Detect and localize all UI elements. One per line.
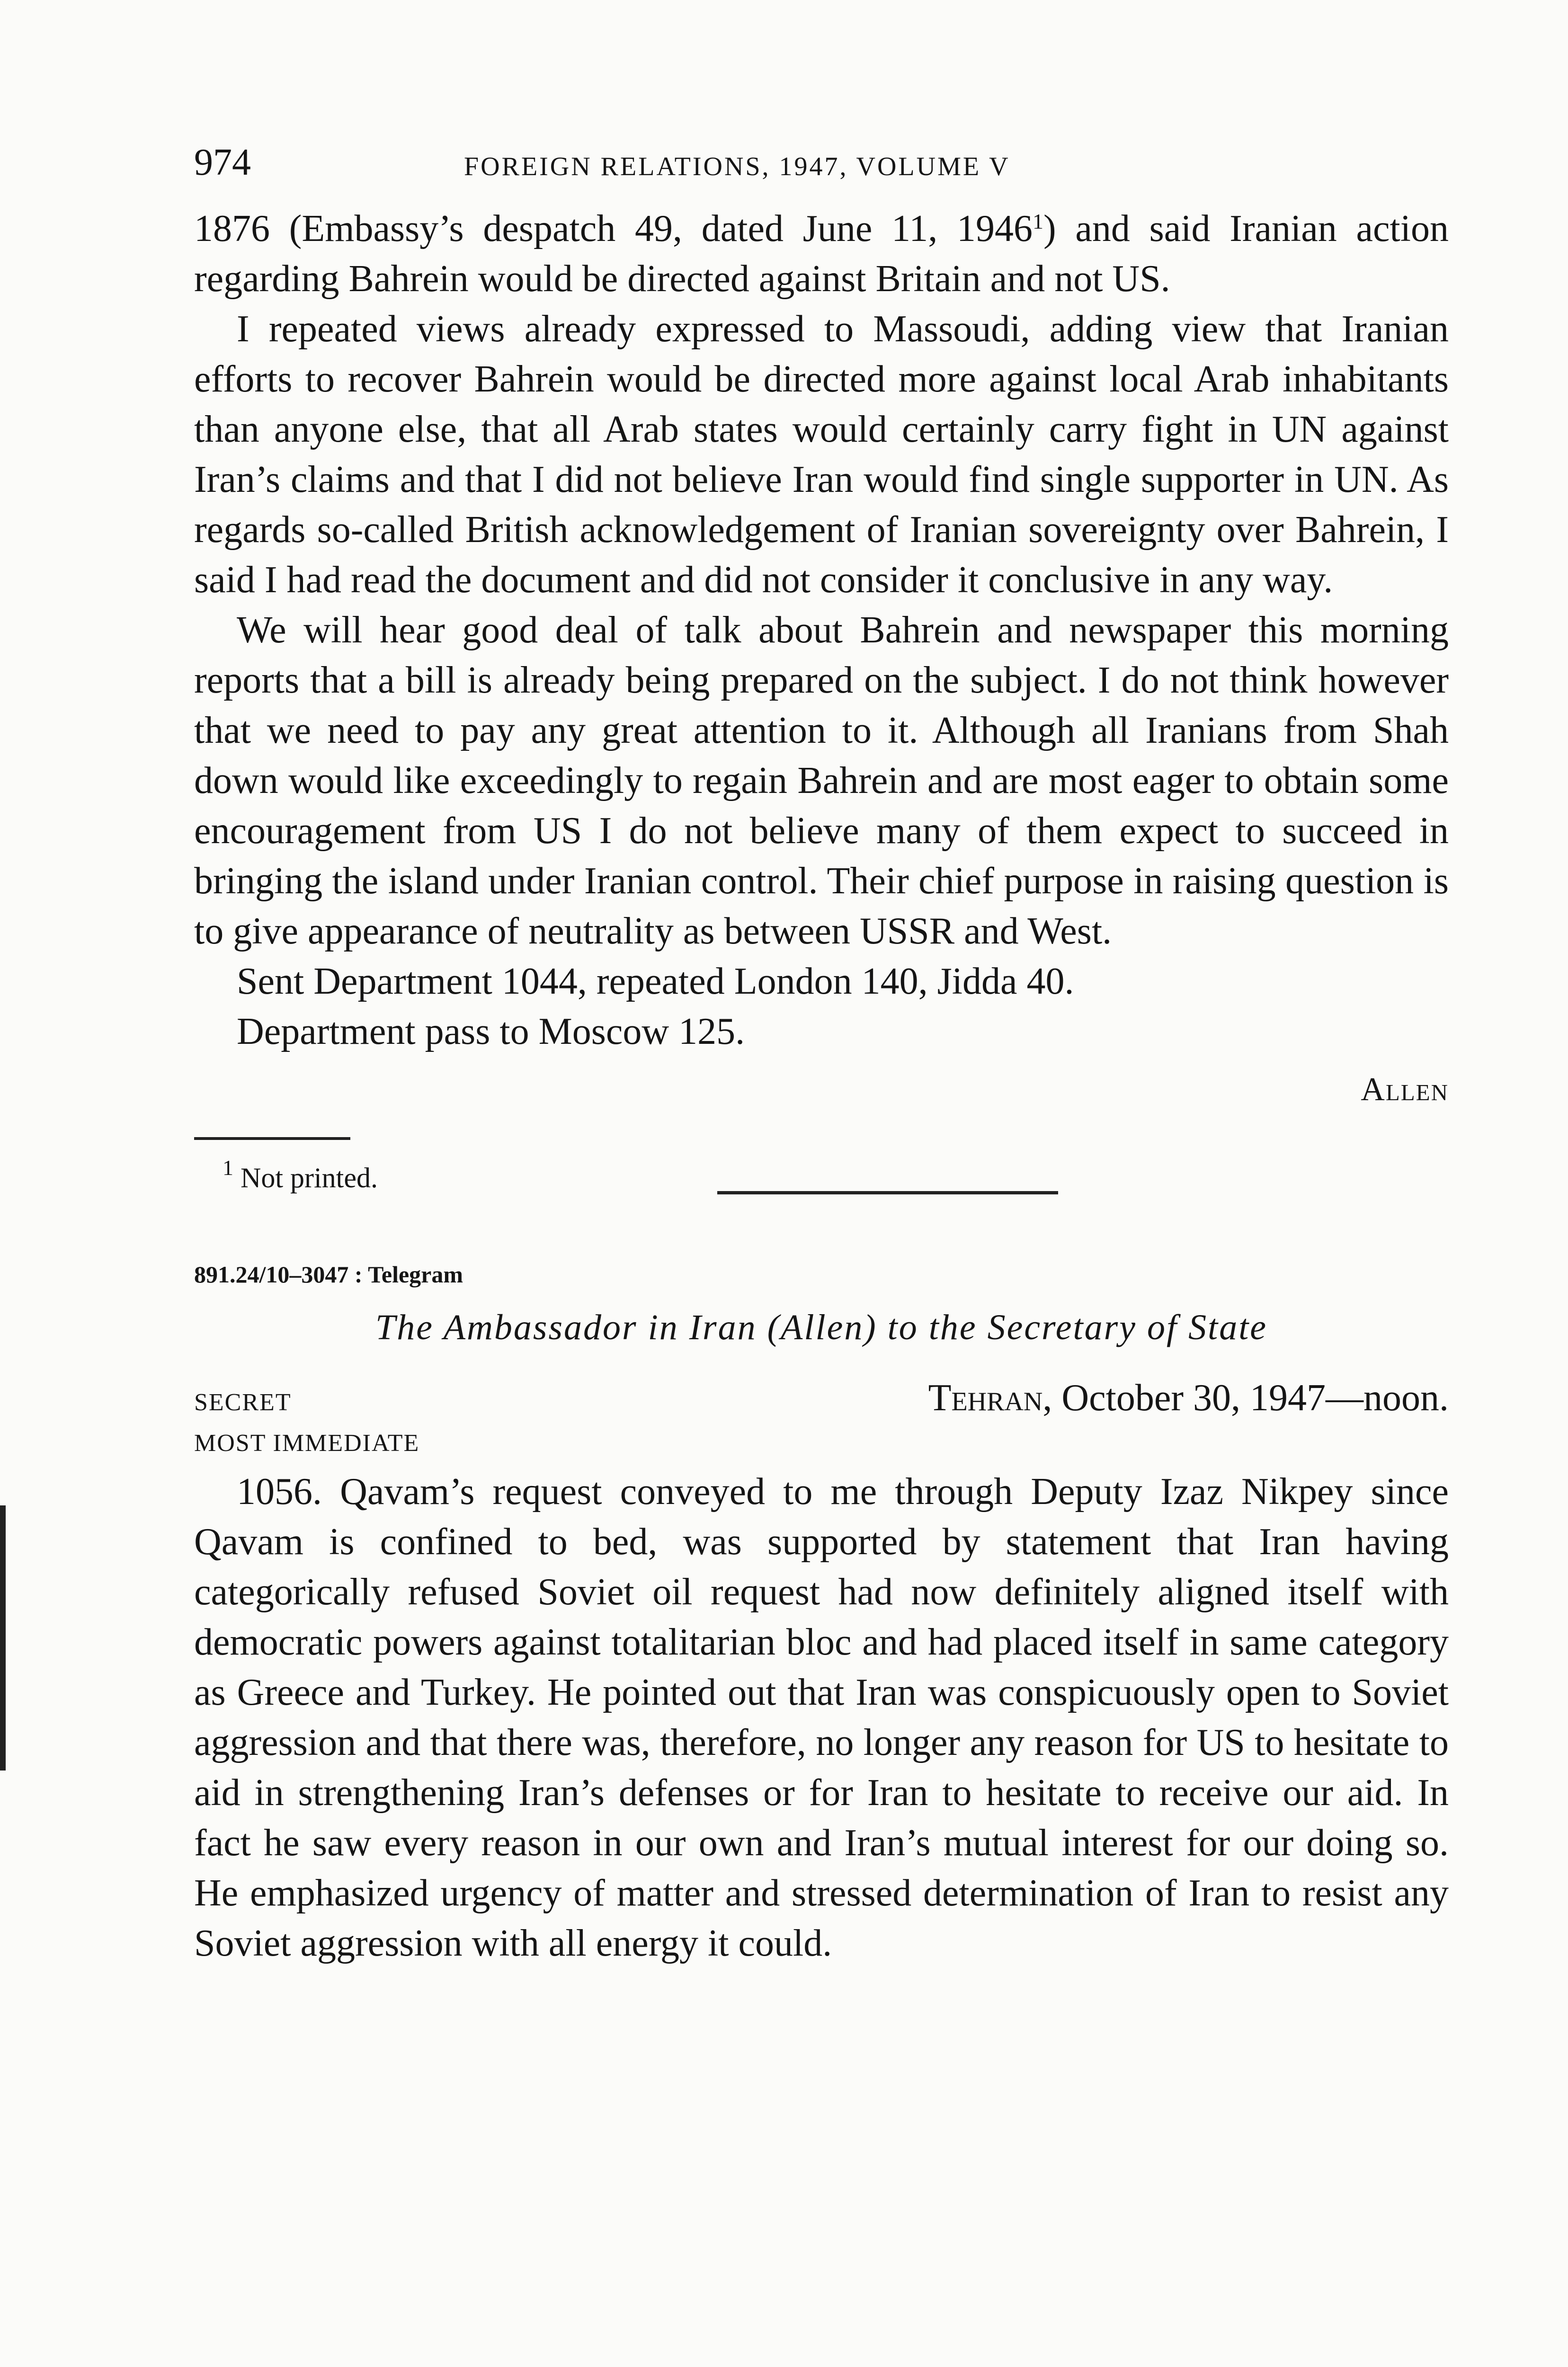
telegram-body: 1056. Qavam’s request conveyed to me through Deputy Izaz Nikpey since Qavam is confined to bed, was supported by statement that Iran having categorically refused Soviet oil request had now definitely aligned itself with democratic powers against totalitarian bloc and had placed itself in same category as Greece and Turkey. He pointed out that Iran was conspicuously open to Soviet aggression and that there was, therefore, no longer any reason for US to hesitate to aid in strengthening Iran’s defenses or for Iran to hesitate to receive our aid. In fact he saw every reason in our own and Iran’s mutual interest for our doing so. He emphasized urgency of matter and stressed determination of Iran to resist any Soviet aggression with all energy it could. xyxy=(194,1471,1449,1964)
document-title: The Ambassador in Iran (Allen) to the Secretary of State xyxy=(375,1308,1268,1347)
running-title: FOREIGN RELATIONS, 1947, VOLUME V xyxy=(464,152,1010,181)
paragraph-3: We will hear good deal of talk about Bahrein and newspaper this morning reports that a bill is already being prepared on the subject. I do not think however that we need to pay any great attention to it. Although all Iranians from Shah down would like exceedingly to regain Bahrein and are most eager to obtain some encouragement from US I do not believe many of them expect to succeed in bringing the island under Iranian control. Their chief purpose in raising question is to give appearance of neutrality as between USSR and West. xyxy=(194,609,1449,952)
page-number: 974 xyxy=(194,142,251,183)
signature: Allen xyxy=(1361,1071,1449,1108)
scan-edge-mark xyxy=(0,1505,6,1771)
paragraph-text-part-1: 1876 (Embassy’s despatch 49, dated June 11, 1946 xyxy=(194,208,1033,249)
footnote-marker: 1 xyxy=(223,1156,233,1180)
document-meta-row xyxy=(194,1377,1449,1420)
continued-paragraph-1 xyxy=(194,204,1449,304)
footnote-rule xyxy=(194,1137,350,1140)
running-head xyxy=(194,133,1449,204)
document-page xyxy=(194,133,1449,1968)
classification-secret: SECRET xyxy=(194,1389,292,1416)
file-number: 891.24/10–3047 : Telegram xyxy=(194,1261,463,1288)
footnote-reference: 1 xyxy=(1032,209,1043,233)
footnote-text: Not printed. xyxy=(241,1162,378,1193)
place: Tehran, xyxy=(928,1377,1052,1419)
section-divider xyxy=(717,1191,1058,1194)
classification-most-immediate: MOST IMMEDIATE xyxy=(194,1430,420,1457)
date: October 30, 1947—noon. xyxy=(1061,1377,1449,1419)
paragraph-department-pass: Department pass to Moscow 125. xyxy=(237,1011,745,1052)
paragraph-sent-department: Sent Department 1044, repeated London 140, Jidda 40. xyxy=(237,961,1074,1002)
paragraph-2: I repeated views already expressed to Massoudi, adding view that Iranian efforts to recover Bahrein would be directed more against local Arab inhabitants than anyone else, that all Arab states would certainly carry fight in UN against Iran’s claims and that I did not believe Iran would find single supporter in UN. As regards so-called British acknowledgement of Iranian sovereignty over Bahrein, I said I had read the document and did not consider it conclusive in any way. xyxy=(194,308,1449,601)
place-and-date xyxy=(928,1377,1449,1420)
paragraph-text-part-2: ) and said Iranian action regarding Bahrein would be directed against Britain and not US. xyxy=(194,208,1449,300)
